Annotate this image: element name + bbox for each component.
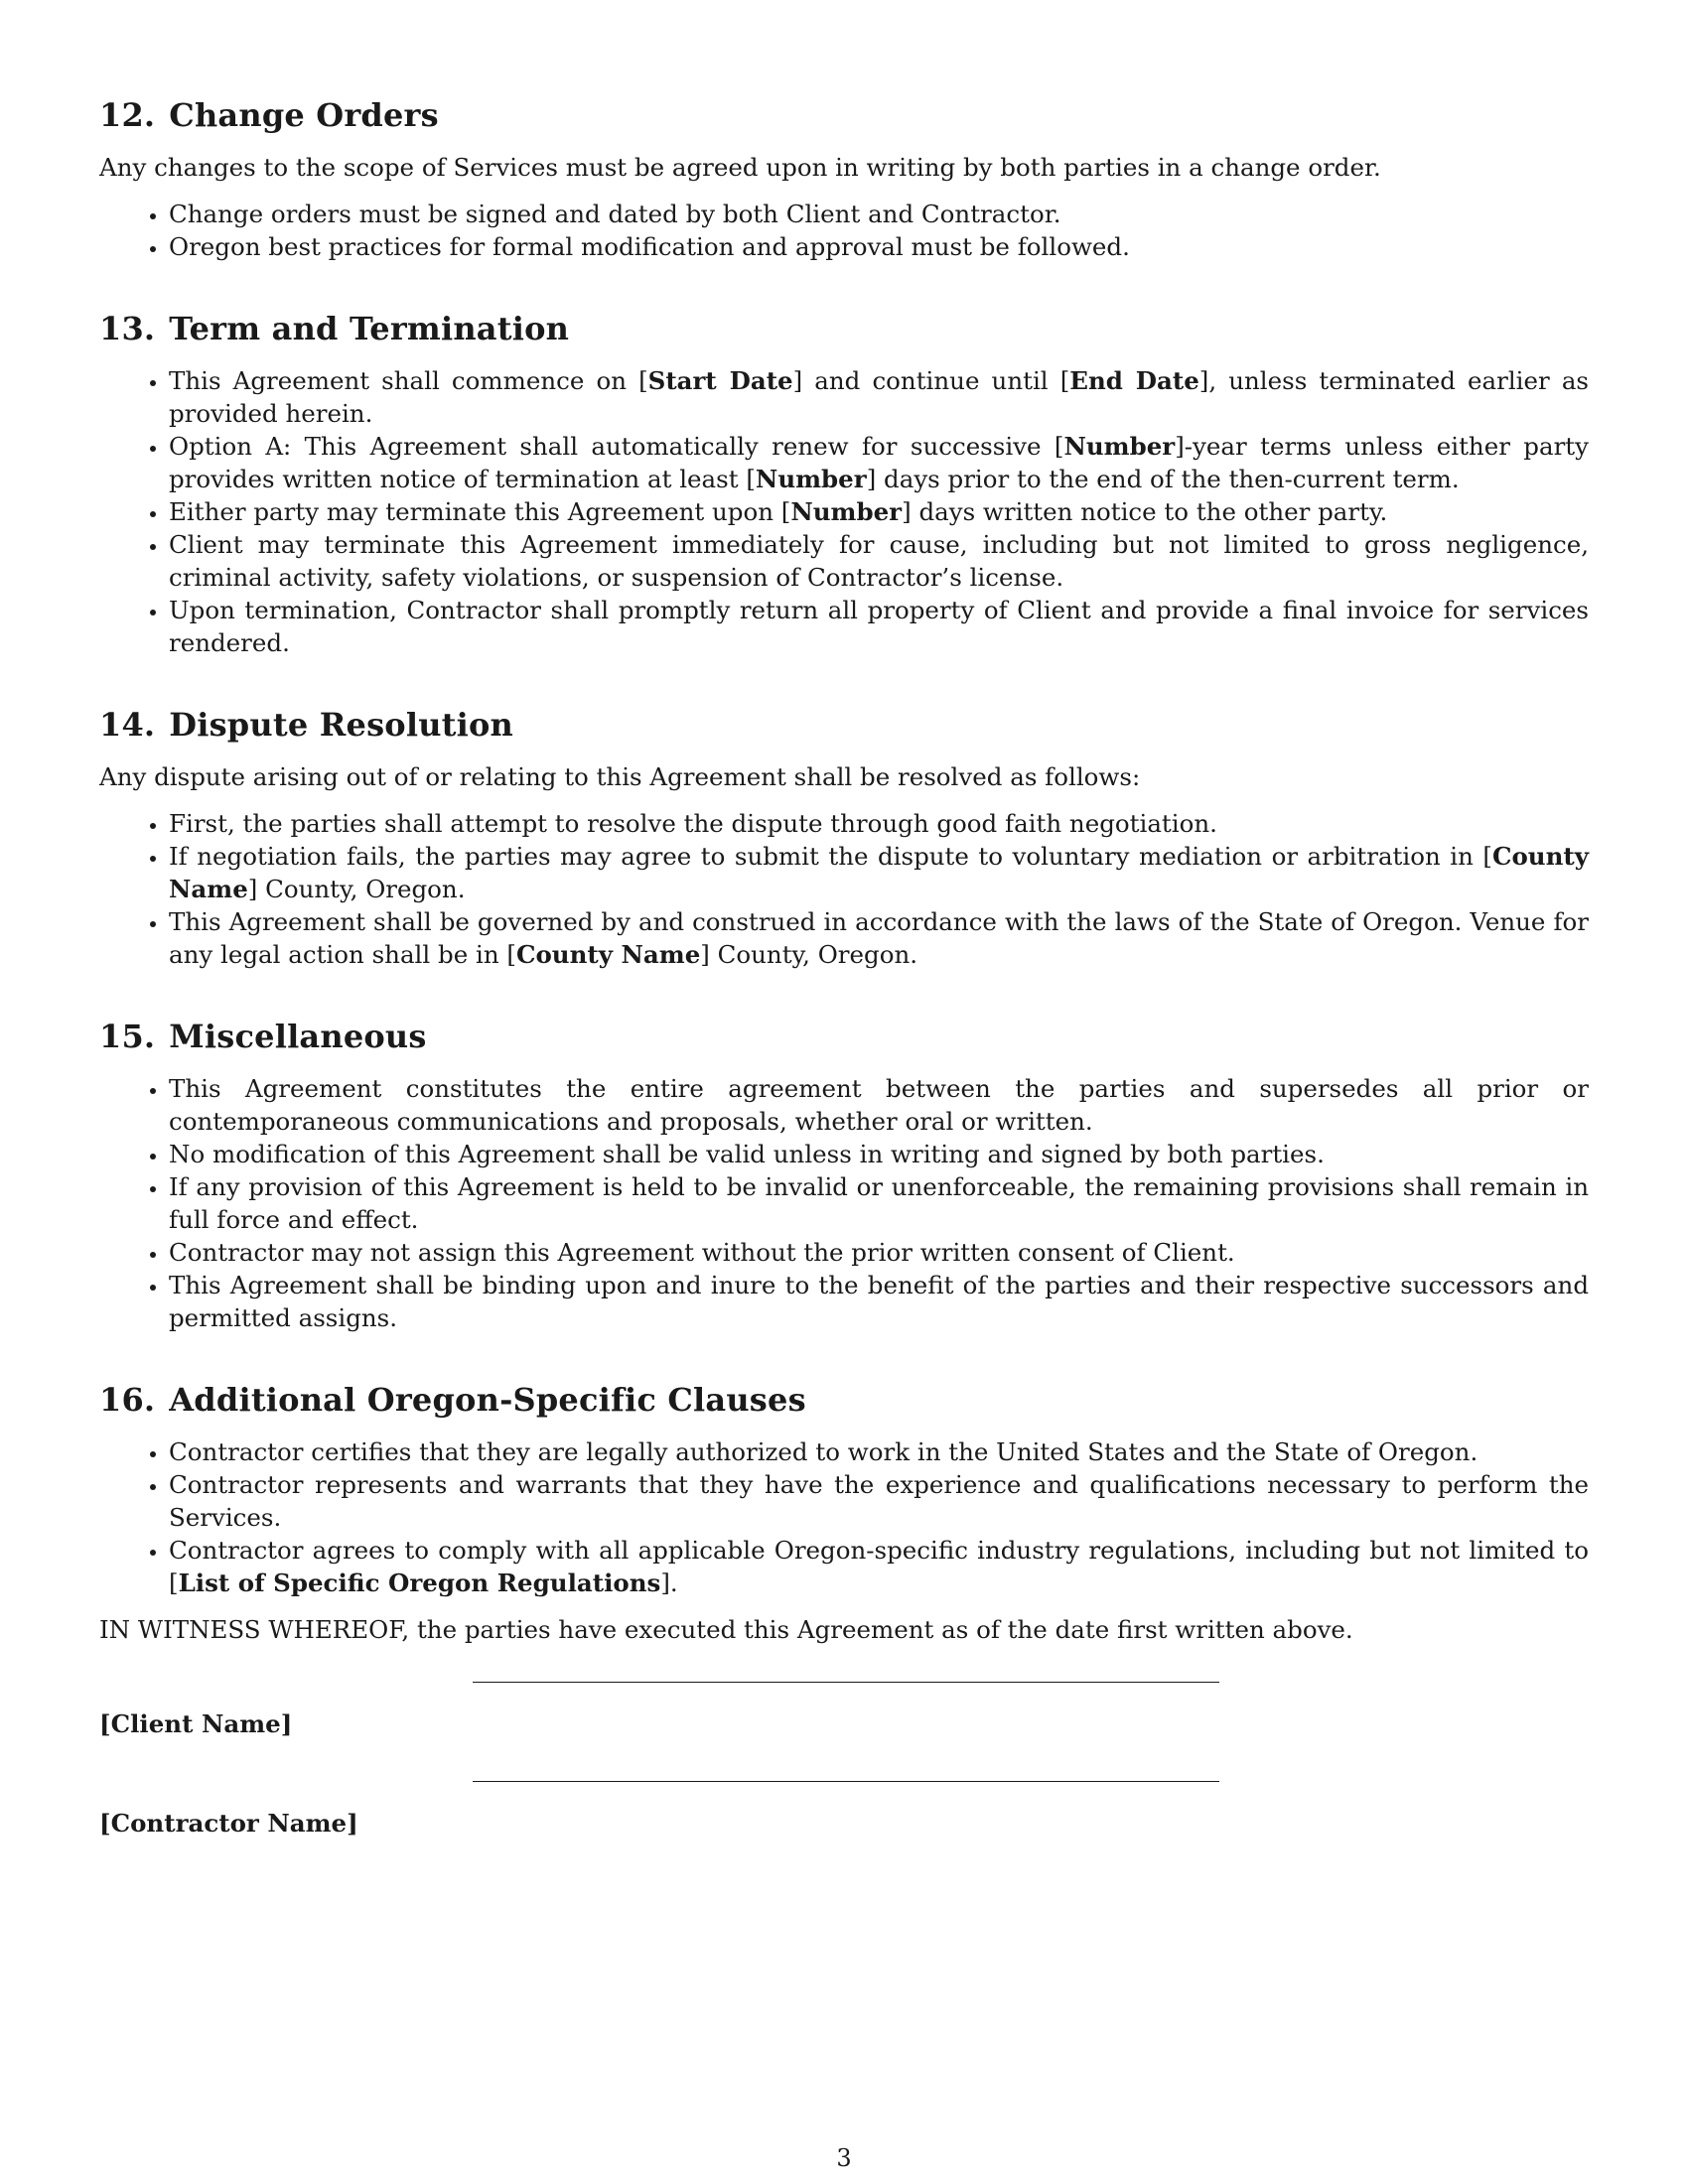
list-item: • Contractor agrees to comply with all applicable Oregon-specific industry regulations, including but not limited to [List of Specific Oregon Regulations]. — [169, 1534, 1589, 1599]
section-heading: 13. Term and Termination — [99, 310, 570, 347]
section-heading: 12. Change Orders — [99, 96, 439, 134]
list-item: • This Agreement shall be governed by and construed in accordance with the laws of the State of Oregon. Venue for any legal action shall be in [County Name] County, Oregon. — [169, 905, 1589, 971]
bullet-list — [99, 807, 1589, 971]
contractor-name: [Contractor Name] — [99, 1809, 358, 1838]
placeholder-text: County Name — [515, 940, 701, 969]
list-item: • This Agreement shall be binding upon and inure to the benefit of the parties and their respective successors and permitted assigns. — [169, 1269, 1589, 1334]
list-item: • Oregon best practices for formal modification and approval must be followed. — [169, 230, 1589, 263]
bullet-list — [99, 1072, 1589, 1334]
placeholder-text: Client Name — [110, 1709, 281, 1738]
placeholder-text: Number — [755, 465, 867, 493]
list-item: • Contractor certifies that they are legally authorized to work in the United States and the State of Oregon. — [169, 1435, 1589, 1468]
list-item: • First, the parties shall attempt to resolve the dispute through good faith negotiation. — [169, 807, 1589, 840]
list-item: • This Agreement constitutes the entire agreement between the parties and supersedes all prior or contemporaneous communications and proposals, whether oral or written. — [169, 1072, 1589, 1138]
list-item: • If any provision of this Agreement is held to be invalid or unenforceable, the remaining provisions shall remain in full force and effect. — [169, 1170, 1589, 1236]
section-heading: 16. Additional Oregon-Specific Clauses — [99, 1381, 806, 1419]
section-heading: 14. Dispute Resolution — [99, 706, 514, 744]
section-intro: Any dispute arising out of or relating to this Agreement shall be resolved as follows: — [99, 762, 1141, 791]
list-item: • Client may terminate this Agreement immediately for cause, including but not limited to gross negligence, criminal activity, safety violations, or suspension of Contractor’s license. — [169, 528, 1589, 594]
section-change-orders — [99, 95, 1589, 263]
section-heading: 15. Miscellaneous — [99, 1018, 427, 1055]
section-dispute-resolution — [99, 705, 1589, 971]
placeholder-text: Contractor Name — [110, 1809, 348, 1838]
client-signature-line[interactable] — [473, 1682, 1219, 1683]
placeholder-text: Number — [1063, 432, 1176, 461]
bullet-list — [99, 1435, 1589, 1599]
placeholder-text: End Date — [1069, 366, 1199, 395]
list-item: • No modification of this Agreement shall be valid unless in writing and signed by both parties. — [169, 1138, 1589, 1170]
placeholder-text: Number — [790, 497, 903, 526]
section-oregon-specific-clauses — [99, 1380, 1589, 1599]
placeholder-text: Start Date — [647, 366, 793, 395]
contractor-signature-line[interactable] — [473, 1781, 1219, 1782]
contractor-signature-block — [99, 1745, 1589, 1844]
page-number: 3 — [836, 2144, 852, 2172]
document-page — [99, 95, 1589, 1844]
client-name: [Client Name] — [99, 1709, 293, 1738]
placeholder-text: County Name — [169, 842, 1589, 903]
list-item: • If negotiation fails, the parties may agree to submit the dispute to voluntary mediation or arbitration in [County Name] County, Oregon. — [169, 840, 1589, 905]
section-miscellaneous — [99, 1017, 1589, 1334]
section-intro: Any changes to the scope of Services must be agreed upon in writing by both parties in a change order. — [99, 153, 1381, 182]
list-item: • Contractor represents and warrants that they have the experience and qualifications necessary to perform the Services. — [169, 1468, 1589, 1534]
client-signature-block — [99, 1646, 1589, 1745]
list-item: • Upon termination, Contractor shall promptly return all property of Client and provide a final invoice for services rendered. — [169, 594, 1589, 659]
list-item: • This Agreement shall commence on [Start Date] and continue until [End Date], unless terminated earlier as provided herein. — [169, 364, 1589, 430]
list-item: • Contractor may not assign this Agreement without the prior written consent of Client. — [169, 1236, 1589, 1269]
list-item: • Change orders must be signed and dated by both Client and Contractor. — [169, 198, 1589, 230]
list-item: • Either party may terminate this Agreement upon [Number] days written notice to the other party. — [169, 495, 1589, 528]
bullet-list — [99, 364, 1589, 659]
list-item: • Option A: This Agreement shall automatically renew for successive [Number]-year terms unless either party provides written notice of termination at least [Number] days prior to the end of the then-current term. — [169, 430, 1589, 495]
witness-clause: IN WITNESS WHEREOF, the parties have executed this Agreement as of the date first written above. — [99, 1615, 1353, 1644]
section-term-and-termination — [99, 309, 1589, 659]
placeholder-text: List of Specific Oregon Regulations — [178, 1569, 661, 1597]
bullet-list — [99, 198, 1589, 263]
